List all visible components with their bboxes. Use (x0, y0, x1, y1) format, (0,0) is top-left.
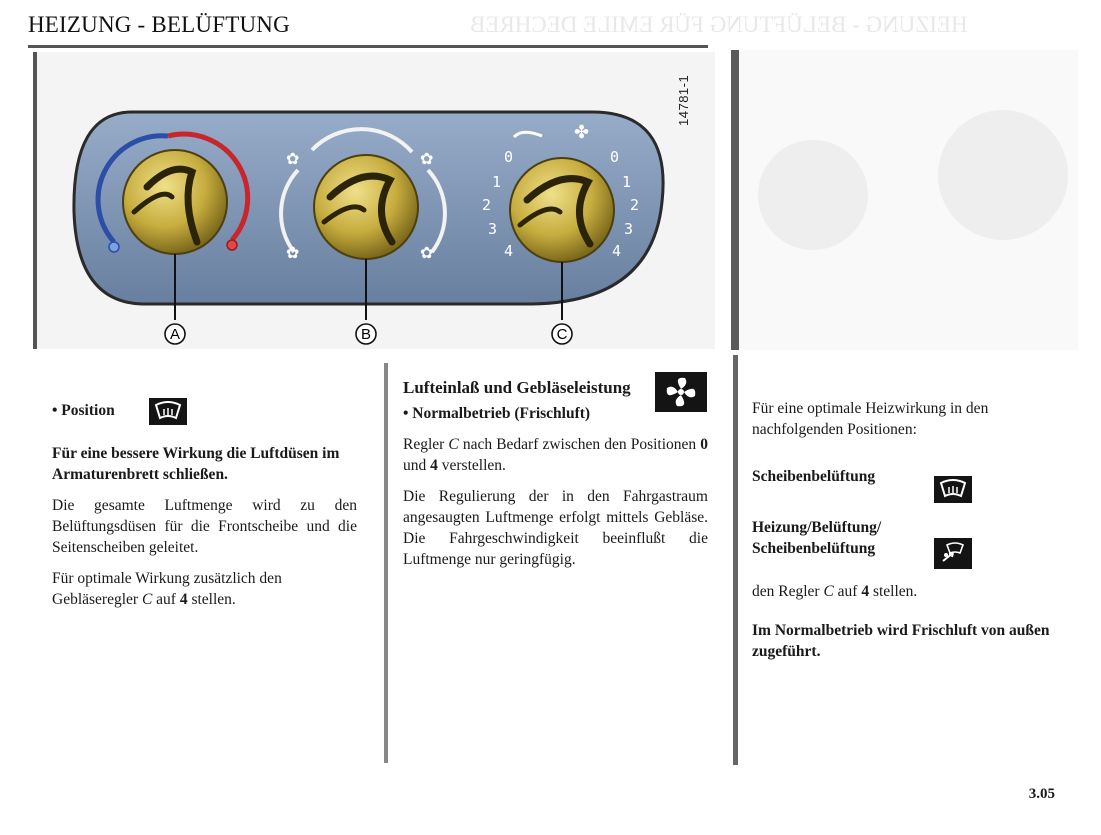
left-paragraph-2: Für optimale Wirkung zusätzlich den Gebläseregler C auf 4 stellen. (52, 570, 282, 608)
callout-b: B (360, 326, 372, 343)
dial-c-left-3: 3 (488, 220, 498, 238)
section-heading: Lufteinlaß und Gebläseleistung (403, 378, 631, 397)
header-rule (28, 45, 708, 48)
page-number: 3.05 (1028, 786, 1055, 802)
svg-text:✤: ✤ (574, 122, 590, 143)
dial-c-right-2: 2 (630, 196, 640, 214)
right-intro: Für eine optimale Heizwirkung in den nachfolgenden Positionen: (752, 400, 989, 438)
item-windscreen: Scheibenbelüftung (752, 468, 876, 485)
callout-c: C (556, 326, 568, 343)
fan-icon (655, 372, 707, 412)
bleed-through-area (738, 50, 1078, 350)
normal-mode-bullet: • Normalbetrieb (Frischluft) (403, 405, 591, 422)
svg-text:✿: ✿ (286, 149, 300, 168)
column-divider-2 (733, 355, 738, 765)
figure-right-bar (731, 50, 739, 350)
dial-c-left-1: 1 (492, 173, 502, 191)
control-panel-figure (72, 92, 672, 352)
right-bold-end: Im Normalbetrieb wird Frischluft von außen zugeführt. (752, 622, 1050, 660)
dial-c-left-2: 2 (482, 196, 492, 214)
dial-c-right-4: 4 (612, 242, 622, 260)
right-paragraph: den Regler C auf 4 stellen. (752, 583, 918, 600)
column-divider-1 (384, 363, 388, 763)
middle-paragraph-1: Regler C nach Bedarf zwischen den Positionen 0 und 4 verstellen. (403, 436, 708, 474)
left-paragraph-1: Die gesamte Luftmenge wird zu den Belüftungsdüsen für die Frontscheibe und die Seitenscheiben geleitet. (52, 497, 357, 556)
svg-text:✿: ✿ (286, 243, 300, 262)
bleed-through-title: HEIZUNG - BELÜFTUNG FÜR EMILE DECHREB (470, 12, 968, 37)
item-heating-label-1: Heizung/Belüftung/ (752, 519, 882, 536)
figure-code: 14781-1 (676, 74, 691, 126)
item-heating-label-2: Scheibenbelüftung (752, 540, 876, 557)
dial-c-right-3: 3 (624, 220, 634, 238)
dial-c-right-1: 1 (622, 173, 632, 191)
windscreen-demist-icon (149, 398, 187, 425)
svg-text:✿: ✿ (420, 243, 434, 262)
callout-a: A (169, 326, 181, 343)
dial-c-left-0: 0 (504, 148, 514, 166)
page-title: HEIZUNG - BELÜFTUNG (28, 12, 290, 37)
middle-paragraph-2: Die Regulierung der in den Fahrgastraum angesaugten Luftmenge erfolgt mittels Gebläse. Die Fahrgeschwindigkeit beeinflußt die Luftmenge nur geringfügig. (403, 488, 708, 568)
svg-text:✿: ✿ (420, 149, 434, 168)
right-column (752, 398, 1052, 672)
position-label: • Position (52, 402, 115, 420)
left-bold-text: Für eine bessere Wirkung die Luftdüsen im Armaturenbrett schließen. (52, 445, 340, 483)
left-column (52, 398, 357, 620)
dial-c-left-4: 4 (504, 242, 514, 260)
windscreen-demist-icon-2 (934, 476, 972, 503)
dial-c-right-0: 0 (610, 148, 620, 166)
heating-vent-demist-icon (934, 538, 972, 569)
